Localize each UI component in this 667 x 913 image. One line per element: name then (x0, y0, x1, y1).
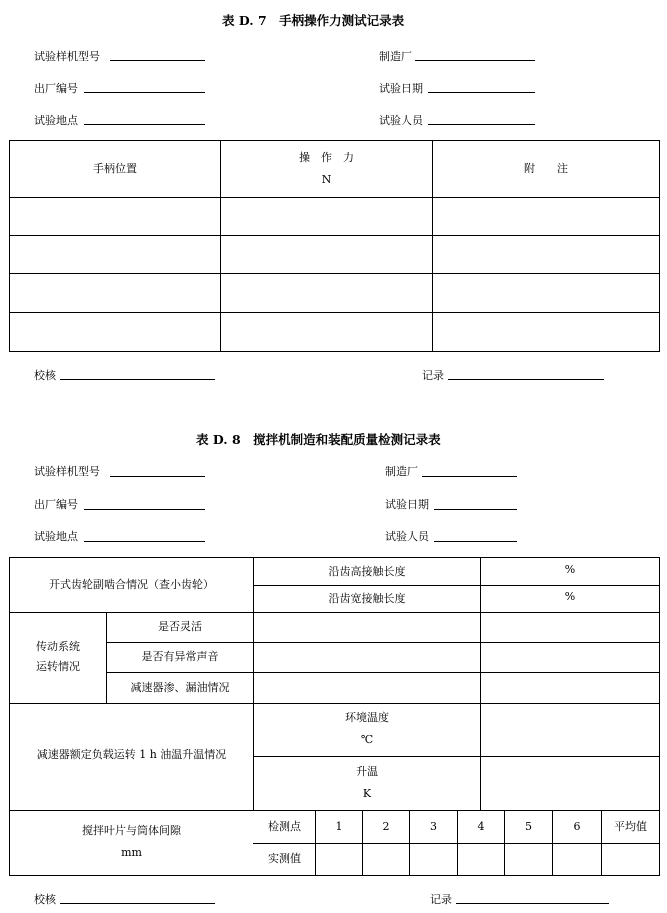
t2-transmission-label-1: 传动系统 (36, 640, 80, 653)
t2-percent-2: % (564, 590, 576, 603)
t2-check-label: 校核 (34, 893, 56, 906)
t2-width-contact: 沿齿宽接触长度 (328, 592, 406, 605)
t2-check-field[interactable] (60, 903, 215, 904)
t2-point: 3 (430, 820, 437, 833)
t1-header-note: 附 注 (524, 162, 568, 175)
t2-location-label: 试验地点 (34, 530, 78, 543)
t2-model-label: 试验样机型号 (34, 465, 100, 478)
t2-gear-label: 开式齿轮副啮合情况（查小齿轮） (49, 578, 214, 591)
t2-date-label: 试验日期 (385, 498, 429, 511)
table2-title: 表 D. 8 搅拌机制造和装配质量检测记录表 (196, 432, 441, 447)
t2-divider (253, 756, 659, 757)
t2-serial-field[interactable] (84, 509, 205, 510)
t2-divider (253, 843, 659, 844)
t1-serial-field[interactable] (84, 92, 205, 93)
t2-ambient-unit: ℃ (360, 733, 374, 746)
t2-divider (253, 585, 659, 586)
t2-reducer-label: 减速器额定负载运转 1 h 油温升温情况 (36, 748, 227, 761)
t2-measured-label: 实测值 (268, 852, 301, 865)
t1-location-label: 试验地点 (34, 114, 78, 127)
t2-transmission-label-2: 运转情况 (36, 660, 80, 673)
table1-title: 表 D. 7 手柄操作力测试记录表 (222, 13, 405, 28)
t1-check-field[interactable] (60, 379, 215, 380)
t1-header-position: 手柄位置 (93, 162, 137, 175)
t2-point: 4 (477, 820, 485, 833)
t2-record-label: 记录 (430, 893, 452, 906)
t1-row-divider (10, 197, 659, 198)
t2-percent-1: % (564, 563, 576, 576)
t2-personnel-field[interactable] (434, 541, 517, 542)
t1-date-field[interactable] (428, 92, 535, 93)
t1-serial-label: 出厂编号 (34, 82, 78, 95)
t2-divider (10, 810, 659, 811)
t1-model-label: 试验样机型号 (34, 50, 100, 63)
t1-manufacturer-field[interactable] (415, 60, 535, 61)
t2-location-field[interactable] (84, 541, 205, 542)
t2-gap-unit: mm (121, 846, 142, 859)
t2-average-label: 平均值 (614, 820, 647, 833)
t1-model-field[interactable] (110, 60, 205, 61)
t2-date-field[interactable] (434, 509, 517, 510)
t2-point-label: 检测点 (268, 820, 301, 833)
t2-point: 5 (525, 820, 532, 833)
t1-location-field[interactable] (84, 124, 205, 125)
t2-divider (10, 703, 659, 704)
t2-flexible-label: 是否灵活 (158, 620, 202, 633)
t2-divider (106, 642, 659, 643)
t1-personnel-label: 试验人员 (379, 114, 423, 127)
t1-row-divider (10, 235, 659, 236)
t2-leak-label: 减速器渗、漏油情况 (130, 681, 230, 694)
t1-date-label: 试验日期 (379, 82, 423, 95)
t2-ambient-label: 环境温度 (345, 711, 389, 724)
t2-model-field[interactable] (110, 476, 205, 477)
t2-height-contact: 沿齿高接触长度 (328, 565, 406, 578)
t1-row-divider (10, 312, 659, 313)
t2-serial-label: 出厂编号 (34, 498, 78, 511)
t1-row-divider (10, 273, 659, 274)
t2-divider (106, 672, 659, 673)
t1-check-label: 校核 (34, 369, 56, 382)
t2-noise-label: 是否有异常声音 (141, 650, 219, 663)
t2-point: 1 (335, 820, 343, 833)
t2-personnel-label: 试验人员 (385, 530, 429, 543)
t2-record-field[interactable] (456, 903, 609, 904)
t1-record-field[interactable] (448, 379, 604, 380)
t2-point: 2 (382, 820, 390, 833)
t2-point: 6 (573, 820, 581, 833)
t1-manufacturer-label: 制造厂 (379, 50, 412, 63)
t2-manufacturer-label: 制造厂 (385, 465, 418, 478)
t1-header-force-unit: N (321, 173, 332, 186)
t2-gap-label: 搅拌叶片与筒体间隙 (82, 824, 181, 837)
t1-header-force: 操 作 力 (299, 151, 354, 164)
t2-rise-unit: K (362, 787, 372, 800)
t2-rise-label: 升温 (356, 765, 378, 778)
t2-divider (10, 612, 659, 613)
t1-personnel-field[interactable] (428, 124, 535, 125)
t1-record-label: 记录 (422, 369, 444, 382)
t2-manufacturer-field[interactable] (422, 476, 517, 477)
